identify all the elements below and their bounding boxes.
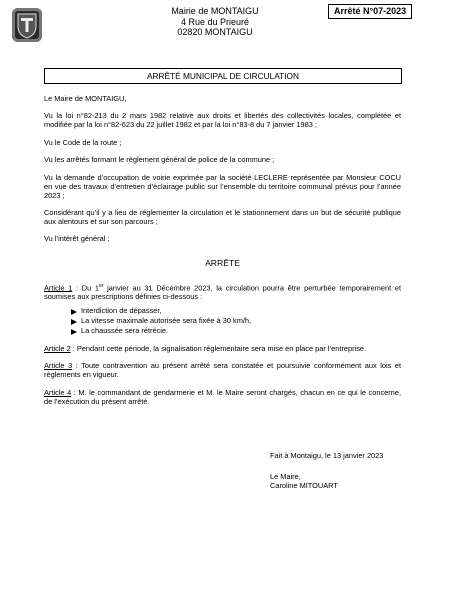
document-body	[44, 95, 401, 415]
preamble-mayor: Le Maire de MONTAIGU,	[44, 94, 127, 103]
article-1-label: Article 1	[44, 282, 73, 292]
decree-reference-number: Arrêté N°07-2023	[328, 4, 412, 19]
signer-title: Le Maire,	[270, 472, 301, 481]
article-2	[44, 345, 401, 354]
prescription-text: Interdiction de dépasser,	[81, 306, 162, 316]
town-hall-name: Mairie de MONTAIGU	[171, 6, 259, 16]
article-4-text: : M. le commandant de gendarmerie et M. le Maire seront chargés, chacun en ce qui le concerne, de l’exécution du présent arrêté.	[44, 387, 401, 406]
prescription-text: La chaussée sera rétrécie.	[81, 326, 169, 336]
preamble-highway-code: Vu le Code de la route ;	[44, 137, 122, 147]
place-and-date: Fait à Montaigu, le 13 janvier 2023	[270, 451, 384, 460]
document-title: ARRÊTÉ MUNICIPAL DE CIRCULATION	[44, 68, 402, 84]
arrow-bullet-icon	[71, 309, 77, 315]
town-hall-header	[140, 6, 290, 38]
list-item	[71, 327, 401, 336]
article-3	[44, 362, 401, 380]
town-hall-city: 02820 MONTAIGU	[177, 27, 253, 38]
prescription-text: La vitesse maximale autorisée sera fixée à 30 km/h,	[81, 316, 252, 326]
crest-icon	[12, 8, 42, 42]
article-1-superscript: er	[98, 282, 104, 289]
article-2-label: Article 2	[44, 343, 71, 353]
article-3-label: Article 3	[44, 361, 73, 371]
list-item	[71, 307, 401, 316]
preamble-law-reference: Vu la loi n°82-213 du 2 mars 1982 relative aux droits et libertés des collectivités locales, complétée et modifiée par la loi n°82-623 du 22 juillet 1982 et par la loi n°83-8 du 7 janvier 1983 ;	[44, 111, 401, 130]
article-3-text: : Toute contravention au présent arrêté sera constatée et poursuivie conformément aux lois et règlements en vigueur.	[44, 361, 401, 380]
preamble-police-regulations: Vu les arrêtés formant le règlement général de police de la commune ;	[44, 155, 275, 165]
municipal-coat-of-arms-logo	[12, 8, 42, 42]
arrow-bullet-icon	[71, 329, 77, 335]
list-item	[71, 317, 401, 326]
article-4-label: Article 4	[44, 387, 72, 397]
signer-name: Caroline MITOUART	[270, 481, 338, 491]
preamble-considering: Considérant qu’il y a lieu de réglementer la circulation et le stationnement dans un but de sécurité publique aux alentours et sur son parcours ;	[44, 207, 401, 226]
preamble-general-interest: Vu l’intérêt général ;	[44, 234, 110, 244]
article-1-text-end: janvier au 31 Décembre 2023, la circulation pourra être perturbée temporairement et soumises aux prescriptions définies ci-dessous :	[44, 282, 401, 301]
article-1-text-start: : Du 1	[72, 282, 99, 292]
article-1-prescriptions-list	[71, 307, 401, 336]
article-1	[44, 283, 401, 302]
article-4	[44, 389, 401, 407]
signature-block	[270, 472, 338, 491]
arrow-bullet-icon	[71, 319, 77, 325]
decision-heading: ARRÊTE	[205, 258, 240, 269]
article-2-text: : Pendant cette période, la signalisation réglementaire sera mise en place par l’entreprise.	[70, 343, 367, 353]
town-hall-street: 4 Rue du Prieuré	[180, 16, 250, 27]
preamble-occupation-request: Vu la demande d’occupation de voirie exprimée par la société LECLERE représentée par Monsieur COCU en vue des travaux d’entretien d’éclairage public sur l’ensemble du territoire communal prévus pour l’année 2023 ;	[44, 172, 401, 200]
